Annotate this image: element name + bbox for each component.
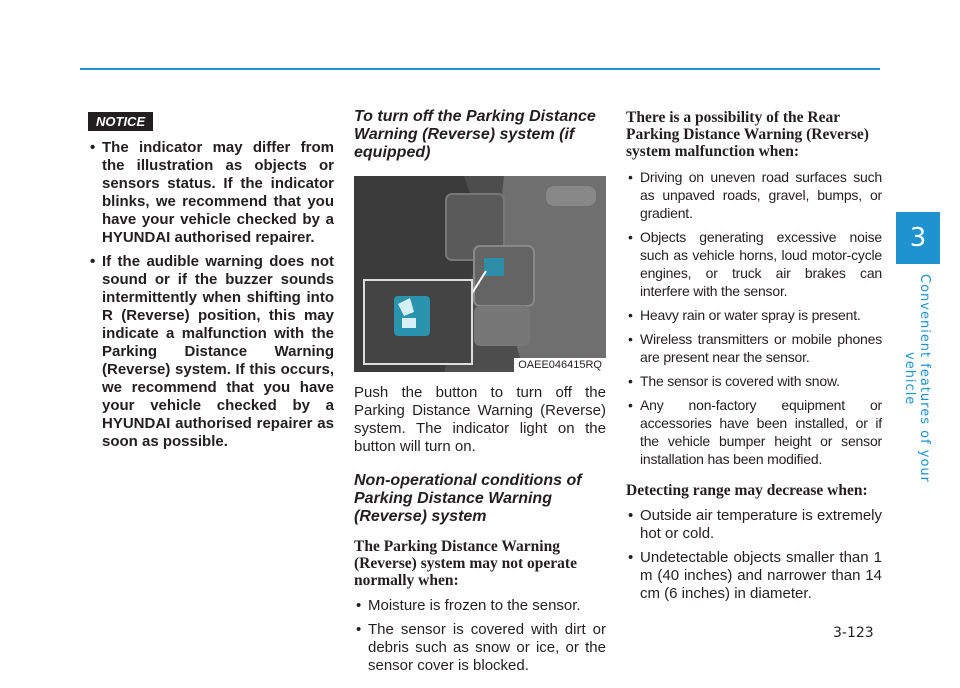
chapter-title: Convenient features of your vehicle [902, 274, 932, 484]
malfunction-column [626, 80, 882, 609]
turn-off-paragraph: Push the button to turn off the Parking Distance Warning (Reverse) system. The indicator light on the button will turn on. [354, 384, 606, 455]
list-item: • Wireless transmitters or mobile phones are present near the sensor. [626, 330, 882, 366]
header-rule [80, 68, 880, 70]
list-item: • Moisture is frozen to the sensor. [354, 597, 606, 615]
section-title: To turn off the Parking Distance Warning (Reverse) system (if equipped) [354, 108, 596, 161]
list-item: • The sensor is covered with dirt or debris such as snow or ice, or the sensor cover is blocked. [354, 621, 606, 675]
console-button-illustration [354, 176, 606, 372]
list-item: • The indicator may differ from the illustration as objects or sensors status. If the indicator blinks, we recommend that you have your vehicle checked by a HYUNDAI authorised repairer. [88, 139, 334, 247]
section-title: Non-operational conditions of Parking Distance Warning (Reverse) system [354, 472, 582, 525]
image-code: OAEE046415RQ [514, 358, 606, 372]
range-list [626, 507, 882, 603]
list-item: • Outside air temperature is extremely hot or cold. [626, 507, 882, 543]
list-item: • Undetectable objects smaller than 1 m (40 inches) and narrower than 14 cm (6 inches) in diameter. [626, 549, 882, 603]
chapter-number-tab: 3 [896, 212, 940, 264]
non-operational-list [354, 597, 606, 675]
notice-list [88, 139, 334, 451]
notice-column [88, 80, 334, 457]
section-subtitle: Detecting range may decrease when: [626, 482, 868, 499]
list-item: • Driving on uneven road surfaces such as unpaved roads, gravel, bumps, or gradient. [626, 168, 882, 222]
list-item: • If the audible warning does not sound or if the buzzer sounds intermittently when shifting into R (Reverse) position, this may indicate a malfunction with the Parking Distance Warning (Reverse) system. If this occurs, we recommend that you have your vehicle checked by a HYUNDAI authorised repairer as soon as possible. [88, 253, 334, 451]
section-subtitle: There is a possibility of the Rear Parking Distance Warning (Reverse) system malfunction when: [626, 109, 869, 160]
section-subtitle: The Parking Distance Warning (Reverse) system may not operate normally when: [354, 538, 577, 589]
console-button-photo [354, 176, 606, 372]
page-number: 3-123 [833, 625, 874, 641]
list-item: • Any non-factory equipment or accessories have been installed, or if the vehicle bumper height or sensor installation has been modified. [626, 396, 882, 468]
notice-badge: NOTICE [88, 112, 153, 131]
turn-off-column [354, 80, 606, 681]
malfunction-list [626, 168, 882, 468]
list-item: • Heavy rain or water spray is present. [626, 306, 882, 324]
list-item: • The sensor is covered with snow. [626, 372, 882, 390]
list-item: • Objects generating excessive noise such as vehicle horns, loud motor-cycle engines, or truck air brakes can interfere with the sensor. [626, 228, 882, 300]
